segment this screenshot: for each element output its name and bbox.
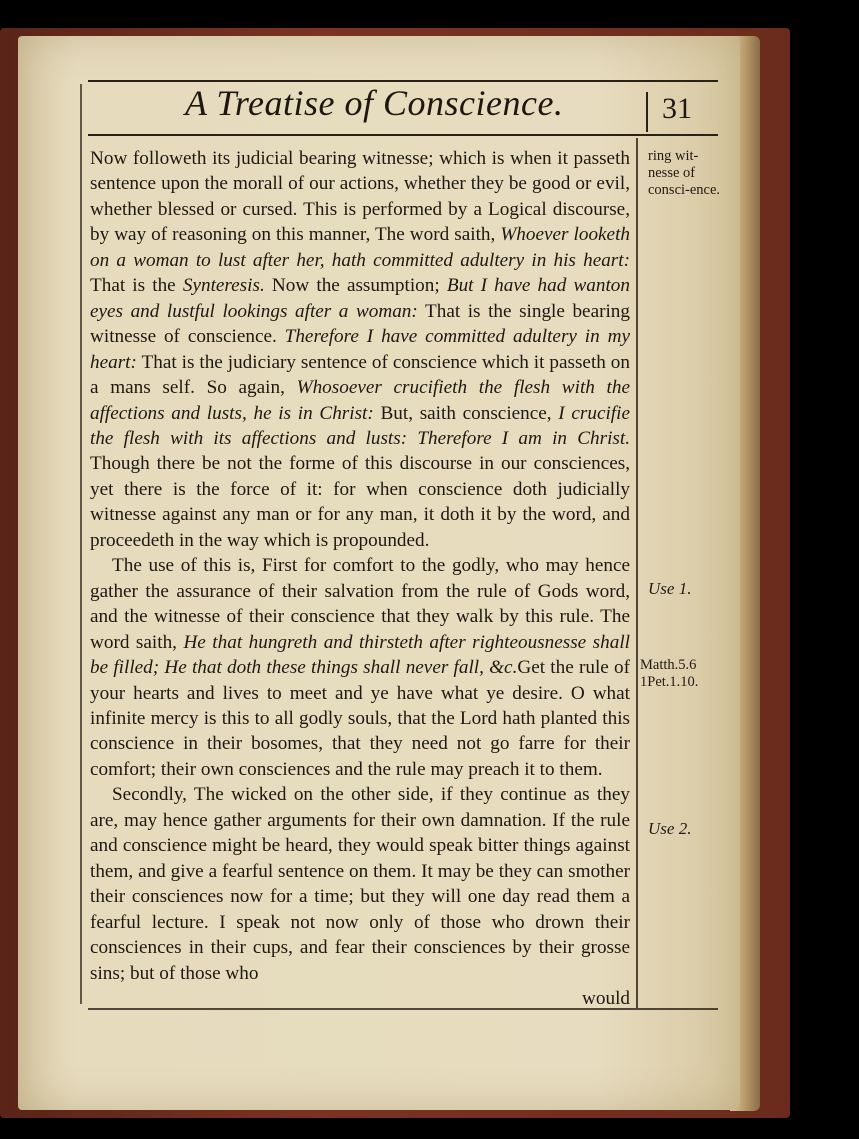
catchword: would [582,987,630,1009]
margin-use-2: Use 2. [648,819,692,838]
main-text [90,146,630,1011]
paragraph-2: The use of this is, First for comfort to the godly, who may hence gather the assurance of their salvation from the rule of Gods word, and the witnesse of their conscience that they walk by this rule. The word saith, He that hungreth and thirsteth after righteousnesse shall be filled; He that doth these things shall never fall, &c.Get the rule of your hearts and lives to meet and ye have what ye desire. O what infinite mercy is this to all godly souls, that the Lord hath planted this conscience in their bosomes, that they need not go farre for their comfort; their own consciences and the rule may preach it to them. [90,555,630,780]
running-title: A Treatise of Conscience. [185,83,564,123]
margin-use-1: Use 1. [648,579,692,598]
margin-scripture-refs: Matth.5.6 1Pet.1.10. [640,657,699,690]
left-frame-rule [80,84,82,1004]
paragraph-1: Now followeth its judicial bearing witnesse; which is when it passeth sentence upon the morall of our actions, whether they be good or evil, whether blessed or cursed. This is performed by a Logical discourse, by way of reasoning on this manner, The word saith, Whoever looketh on a woman to lust after her, hath committed adultery in his heart: That is the Synteresis. Now the assumption; But I have had wanton eyes and lustful lookings after a woman: That is the single bearing witnesse of conscience. Therefore I have committed adultery in my heart: That is the judiciary sentence of conscience which it passeth on a mans self. So again, Whosoever crucifieth the flesh with the affections and lusts, he is in Christ: But, saith conscience, I crucifie the flesh with its affections and lusts: Therefore I am in Christ. Though there be not the forme of this discourse in our consciences, yet there is the force of it: for when conscience doth judicially witnesse against any man or for any man, it doth it by the word, and proceedeth in the way which is propounded. [90,148,630,551]
paragraph-3: Secondly, The wicked on the other side, if they continue as they are, may hence gather arguments for their own damnation. If the rule and conscience might be heard, they would speak bitter things against them, and give a fearful sentence on them. It may be they can smother their consciences now for a time; but they will one day read them a fearful lecture. I speak not now only of those who drown their consciences in their cups, and fear their consciences by their grosse sins; but of those who [90,784,630,984]
header-rule-bottom [88,134,718,136]
margin-note-witness: ring wit-nesse of consci-ence. [648,148,721,198]
header-divider [646,92,648,132]
margin-column-rule [636,138,638,1008]
page-number: 31 [662,92,692,125]
